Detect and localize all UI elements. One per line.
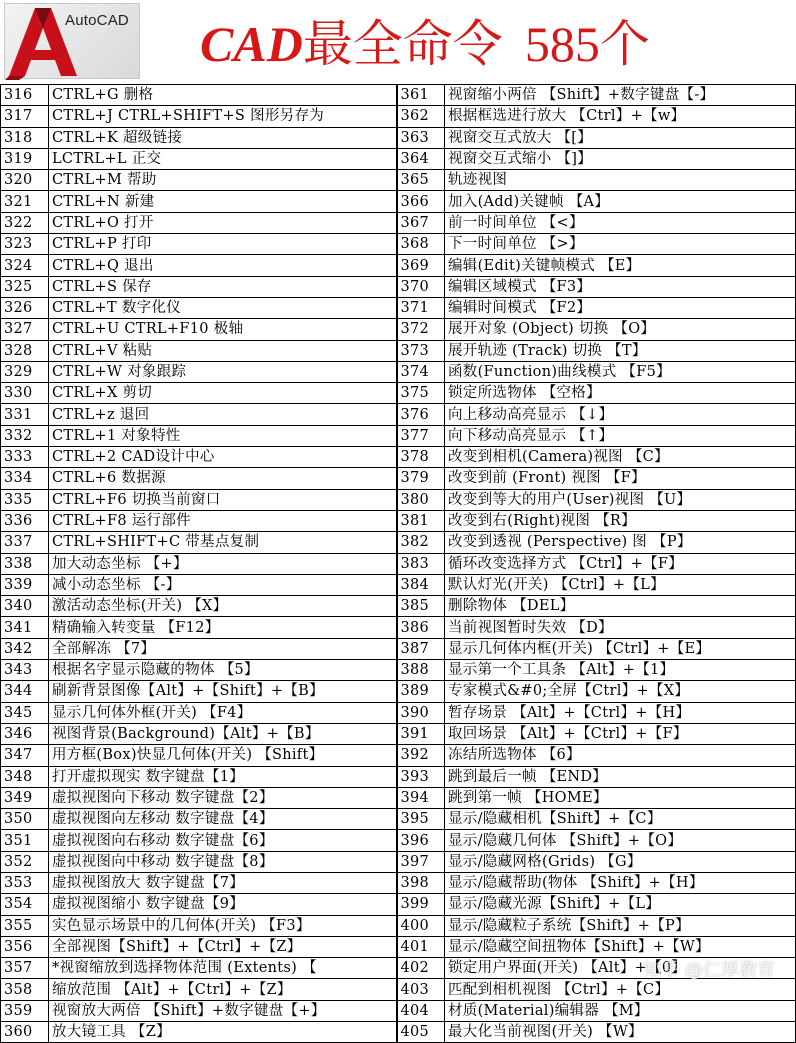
command-text: 匹配到相机视图 【Ctrl】+【C】 bbox=[445, 979, 796, 1000]
command-text: CTRL+6 数据源 bbox=[49, 468, 397, 489]
command-text: 默认灯光(开关) 【Ctrl】+【L】 bbox=[445, 574, 796, 595]
autocad-logo bbox=[4, 3, 140, 79]
command-text: 放大镜工具 【Z】 bbox=[49, 1022, 397, 1043]
command-text: 前一时间单位 【<】 bbox=[445, 212, 796, 233]
title-count: 585个 bbox=[524, 16, 650, 72]
table-row bbox=[1, 106, 796, 127]
command-number: 361 bbox=[397, 85, 445, 106]
table-row bbox=[1, 212, 796, 233]
table-row bbox=[1, 787, 796, 808]
command-text: CTRL+1 对象特性 bbox=[49, 425, 397, 446]
table-row bbox=[1, 723, 796, 744]
command-text: LCTRL+L 正交 bbox=[49, 148, 397, 169]
command-text: CTRL+F8 运行部件 bbox=[49, 510, 397, 531]
command-number: 340 bbox=[1, 596, 49, 617]
command-number: 348 bbox=[1, 766, 49, 787]
table-row bbox=[1, 915, 796, 936]
command-text: 显示/隐藏粒子系统【Shift】+【P】 bbox=[445, 915, 796, 936]
command-number: 385 bbox=[397, 596, 445, 617]
command-text: CTRL+S 保存 bbox=[49, 276, 397, 297]
command-number: 367 bbox=[397, 212, 445, 233]
command-text: 视窗放大两倍 【Shift】+数字键盘【+】 bbox=[49, 1000, 397, 1021]
command-number: 316 bbox=[1, 85, 49, 106]
command-text: 视窗交互式放大 【[】 bbox=[445, 127, 796, 148]
table-row bbox=[1, 660, 796, 681]
command-number: 365 bbox=[397, 170, 445, 191]
command-number: 404 bbox=[397, 1000, 445, 1021]
command-text: CTRL+V 粘贴 bbox=[49, 340, 397, 361]
table-row bbox=[1, 297, 796, 318]
table-row bbox=[1, 85, 796, 106]
command-number: 332 bbox=[1, 425, 49, 446]
command-text: 虚拟视图向右移动 数字键盘【6】 bbox=[49, 830, 397, 851]
command-number: 383 bbox=[397, 553, 445, 574]
command-number: 378 bbox=[397, 447, 445, 468]
command-text: CTRL+M 帮助 bbox=[49, 170, 397, 191]
command-number: 403 bbox=[397, 979, 445, 1000]
table-row bbox=[1, 170, 796, 191]
command-text: 精确输入转变量 【F12】 bbox=[49, 617, 397, 638]
command-table bbox=[0, 84, 796, 1043]
command-number: 339 bbox=[1, 574, 49, 595]
command-number: 372 bbox=[397, 319, 445, 340]
command-number: 333 bbox=[1, 447, 49, 468]
command-number: 326 bbox=[1, 297, 49, 318]
command-text: 编辑时间模式 【F2】 bbox=[445, 297, 796, 318]
table-row bbox=[1, 830, 796, 851]
command-text: 跳到最后一帧 【END】 bbox=[445, 766, 796, 787]
table-row bbox=[1, 617, 796, 638]
watermark: 知乎 @仁厚教育 bbox=[643, 960, 775, 981]
command-text: 删除物体 【DEL】 bbox=[445, 596, 796, 617]
command-number: 363 bbox=[397, 127, 445, 148]
command-number: 334 bbox=[1, 468, 49, 489]
command-table-wrap bbox=[0, 84, 795, 1041]
command-number: 395 bbox=[397, 809, 445, 830]
command-number: 355 bbox=[1, 915, 49, 936]
logo-text: AutoCAD bbox=[65, 12, 129, 29]
table-row bbox=[1, 489, 796, 510]
command-number: 369 bbox=[397, 255, 445, 276]
command-number: 325 bbox=[1, 276, 49, 297]
command-number: 321 bbox=[1, 191, 49, 212]
command-number: 386 bbox=[397, 617, 445, 638]
command-number: 402 bbox=[397, 958, 445, 979]
command-text: 展开对象 (Object) 切换 【O】 bbox=[445, 319, 796, 340]
command-text: 虚拟视图向下移动 数字键盘【2】 bbox=[49, 787, 397, 808]
command-text: 改变到等大的用户(User)视图 【U】 bbox=[445, 489, 796, 510]
command-text: CTRL+T 数字化仪 bbox=[49, 297, 397, 318]
command-number: 353 bbox=[1, 872, 49, 893]
command-text: *视窗缩放到选择物体范围 (Extents) 【 bbox=[49, 958, 397, 979]
command-number: 329 bbox=[1, 361, 49, 382]
command-number: 318 bbox=[1, 127, 49, 148]
command-text: CTRL+Q 退出 bbox=[49, 255, 397, 276]
command-text: 视窗交互式缩小 【]】 bbox=[445, 148, 796, 169]
command-number: 380 bbox=[397, 489, 445, 510]
command-number: 397 bbox=[397, 851, 445, 872]
table-row bbox=[1, 638, 796, 659]
command-text: 专家模式&#0;全屏【Ctrl】+【X】 bbox=[445, 681, 796, 702]
table-row bbox=[1, 553, 796, 574]
table-row bbox=[1, 447, 796, 468]
command-text: 冻结所选物体 【6】 bbox=[445, 745, 796, 766]
command-number: 394 bbox=[397, 787, 445, 808]
command-text: 显示/隐藏帮助(物体 【Shift】+【H】 bbox=[445, 872, 796, 893]
command-text: 暂存场景 【Alt】+【Ctrl】+【H】 bbox=[445, 702, 796, 723]
command-number: 351 bbox=[1, 830, 49, 851]
table-row bbox=[1, 596, 796, 617]
command-number: 337 bbox=[1, 532, 49, 553]
command-number: 364 bbox=[397, 148, 445, 169]
table-row bbox=[1, 191, 796, 212]
command-number: 392 bbox=[397, 745, 445, 766]
command-number: 341 bbox=[1, 617, 49, 638]
command-text: 刷新背景图像【Alt】+【Shift】+【B】 bbox=[49, 681, 397, 702]
table-row bbox=[1, 255, 796, 276]
command-text: 加入(Add)关键帧 【A】 bbox=[445, 191, 796, 212]
command-number: 324 bbox=[1, 255, 49, 276]
command-text: 虚拟视图放大 数字键盘【7】 bbox=[49, 872, 397, 893]
command-text: CTRL+F6 切换当前窗口 bbox=[49, 489, 397, 510]
command-text: 视窗缩小两倍 【Shift】+数字键盘【-】 bbox=[445, 85, 796, 106]
table-row bbox=[1, 340, 796, 361]
command-number: 398 bbox=[397, 872, 445, 893]
command-text: 显示/隐藏几何体 【Shift】+【O】 bbox=[445, 830, 796, 851]
command-text: 函数(Function)曲线模式 【F5】 bbox=[445, 361, 796, 382]
command-number: 347 bbox=[1, 745, 49, 766]
table-row bbox=[1, 681, 796, 702]
command-text: 展开轨迹 (Track) 切换 【T】 bbox=[445, 340, 796, 361]
table-row bbox=[1, 872, 796, 893]
command-text: 改变到透视 (Perspective) 图 【P】 bbox=[445, 532, 796, 553]
command-number: 360 bbox=[1, 1022, 49, 1043]
command-text: 改变到相机(Camera)视图 【C】 bbox=[445, 447, 796, 468]
command-number: 352 bbox=[1, 851, 49, 872]
command-number: 358 bbox=[1, 979, 49, 1000]
table-row bbox=[1, 894, 796, 915]
table-row bbox=[1, 148, 796, 169]
command-number: 320 bbox=[1, 170, 49, 191]
command-number: 374 bbox=[397, 361, 445, 382]
command-number: 370 bbox=[397, 276, 445, 297]
table-row bbox=[1, 1022, 796, 1043]
command-number: 377 bbox=[397, 425, 445, 446]
command-number: 405 bbox=[397, 1022, 445, 1043]
command-text: 向下移动高亮显示 【↑】 bbox=[445, 425, 796, 446]
title-rest: 最全命令 bbox=[302, 16, 503, 72]
table-row bbox=[1, 574, 796, 595]
command-number: 354 bbox=[1, 894, 49, 915]
table-row bbox=[1, 809, 796, 830]
command-number: 350 bbox=[1, 809, 49, 830]
table-row bbox=[1, 234, 796, 255]
command-text: CTRL+P 打印 bbox=[49, 234, 397, 255]
command-text: 编辑(Edit)关键帧模式 【E】 bbox=[445, 255, 796, 276]
command-text: 轨迹视图 bbox=[445, 170, 796, 191]
command-number: 373 bbox=[397, 340, 445, 361]
table-row bbox=[1, 702, 796, 723]
command-number: 384 bbox=[397, 574, 445, 595]
command-number: 388 bbox=[397, 660, 445, 681]
command-number: 335 bbox=[1, 489, 49, 510]
command-text: 全部解冻 【7】 bbox=[49, 638, 397, 659]
command-number: 349 bbox=[1, 787, 49, 808]
command-number: 375 bbox=[397, 383, 445, 404]
command-text: 根据框选进行放大 【Ctrl】+【w】 bbox=[445, 106, 796, 127]
command-text: 缩放范围 【Alt】+【Ctrl】+【Z】 bbox=[49, 979, 397, 1000]
command-number: 371 bbox=[397, 297, 445, 318]
command-rows bbox=[1, 85, 796, 1043]
command-text: 循环改变选择方式 【Ctrl】+【F】 bbox=[445, 553, 796, 574]
command-text: 根据名字显示隐藏的物体 【5】 bbox=[49, 660, 397, 681]
command-number: 328 bbox=[1, 340, 49, 361]
command-number: 323 bbox=[1, 234, 49, 255]
command-text: 向上移动高亮显示 【↓】 bbox=[445, 404, 796, 425]
command-text: CTRL+SHIFT+C 带基点复制 bbox=[49, 532, 397, 553]
command-text: 跳到第一帧 【HOME】 bbox=[445, 787, 796, 808]
command-text: 显示/隐藏网格(Grids) 【G】 bbox=[445, 851, 796, 872]
command-number: 391 bbox=[397, 723, 445, 744]
command-number: 366 bbox=[397, 191, 445, 212]
command-text: 用方框(Box)快显几何体(开关) 【Shift】 bbox=[49, 745, 397, 766]
command-text: CTRL+J CTRL+SHIFT+S 图形另存为 bbox=[49, 106, 397, 127]
table-row bbox=[1, 127, 796, 148]
command-text: 下一时间单位 【>】 bbox=[445, 234, 796, 255]
command-number: 331 bbox=[1, 404, 49, 425]
command-text: CTRL+O 打开 bbox=[49, 212, 397, 233]
command-text: 实色显示场景中的几何体(开关) 【F3】 bbox=[49, 915, 397, 936]
command-number: 338 bbox=[1, 553, 49, 574]
command-text: 全部视图【Shift】+【Ctrl】+【Z】 bbox=[49, 936, 397, 957]
command-text: 虚拟视图缩小 数字键盘【9】 bbox=[49, 894, 397, 915]
command-number: 382 bbox=[397, 532, 445, 553]
table-row bbox=[1, 766, 796, 787]
command-text: 最大化当前视图(开关) 【W】 bbox=[445, 1022, 796, 1043]
command-text: 减小动态坐标 【-】 bbox=[49, 574, 397, 595]
command-text: 改变到前 (Front) 视图 【F】 bbox=[445, 468, 796, 489]
command-number: 362 bbox=[397, 106, 445, 127]
command-text: CTRL+X 剪切 bbox=[49, 383, 397, 404]
command-text: CTRL+W 对象跟踪 bbox=[49, 361, 397, 382]
table-row bbox=[1, 361, 796, 382]
title-cad: CAD bbox=[200, 16, 303, 72]
table-row bbox=[1, 936, 796, 957]
command-text: 当前视图暂时失效 【D】 bbox=[445, 617, 796, 638]
table-row bbox=[1, 851, 796, 872]
command-number: 376 bbox=[397, 404, 445, 425]
command-number: 359 bbox=[1, 1000, 49, 1021]
command-number: 399 bbox=[397, 894, 445, 915]
command-text: 激活动态坐标(开关) 【X】 bbox=[49, 596, 397, 617]
command-text: 材质(Material)编辑器 【M】 bbox=[445, 1000, 796, 1021]
command-number: 368 bbox=[397, 234, 445, 255]
command-text: 虚拟视图向左移动 数字键盘【4】 bbox=[49, 809, 397, 830]
command-text: 加大动态坐标 【+】 bbox=[49, 553, 397, 574]
command-number: 357 bbox=[1, 958, 49, 979]
command-text: 改变到右(Right)视图 【R】 bbox=[445, 510, 796, 531]
table-row bbox=[1, 319, 796, 340]
command-number: 322 bbox=[1, 212, 49, 233]
command-number: 344 bbox=[1, 681, 49, 702]
command-number: 330 bbox=[1, 383, 49, 404]
command-text: CTRL+U CTRL+F10 极轴 bbox=[49, 319, 397, 340]
command-number: 387 bbox=[397, 638, 445, 659]
table-row bbox=[1, 276, 796, 297]
table-row bbox=[1, 510, 796, 531]
command-number: 346 bbox=[1, 723, 49, 744]
command-text: 显示/隐藏空间扭物体【Shift】+【W】 bbox=[445, 936, 796, 957]
command-text: CTRL+G 删格 bbox=[49, 85, 397, 106]
table-row bbox=[1, 745, 796, 766]
header bbox=[0, 0, 795, 84]
command-text: 显示第一个工具条 【Alt】+【1】 bbox=[445, 660, 796, 681]
command-text: 显示几何体外框(开关) 【F4】 bbox=[49, 702, 397, 723]
table-row bbox=[1, 979, 796, 1000]
command-text: 打开虚拟现实 数字键盘【1】 bbox=[49, 766, 397, 787]
command-number: 401 bbox=[397, 936, 445, 957]
command-text: CTRL+N 新建 bbox=[49, 191, 397, 212]
command-number: 343 bbox=[1, 660, 49, 681]
command-text: CTRL+2 CAD设计中心 bbox=[49, 447, 397, 468]
command-number: 317 bbox=[1, 106, 49, 127]
table-row bbox=[1, 404, 796, 425]
table-row bbox=[1, 468, 796, 489]
command-number: 393 bbox=[397, 766, 445, 787]
command-text: CTRL+K 超级链接 bbox=[49, 127, 397, 148]
command-text: 取回场景 【Alt】+【Ctrl】+【F】 bbox=[445, 723, 796, 744]
command-number: 390 bbox=[397, 702, 445, 723]
command-text: 虚拟视图向中移动 数字键盘【8】 bbox=[49, 851, 397, 872]
command-number: 345 bbox=[1, 702, 49, 723]
command-number: 379 bbox=[397, 468, 445, 489]
command-text: 显示/隐藏相机【Shift】+【C】 bbox=[445, 809, 796, 830]
command-text: CTRL+z 退回 bbox=[49, 404, 397, 425]
command-text: 显示几何体内框(开关) 【Ctrl】+【E】 bbox=[445, 638, 796, 659]
command-text: 编辑区域模式 【F3】 bbox=[445, 276, 796, 297]
command-number: 396 bbox=[397, 830, 445, 851]
command-number: 389 bbox=[397, 681, 445, 702]
command-number: 400 bbox=[397, 915, 445, 936]
command-text: 视图背景(Background)【Alt】+【B】 bbox=[49, 723, 397, 744]
command-number: 381 bbox=[397, 510, 445, 531]
table-row bbox=[1, 425, 796, 446]
table-row bbox=[1, 383, 796, 404]
table-row bbox=[1, 532, 796, 553]
table-row bbox=[1, 1000, 796, 1021]
command-number: 319 bbox=[1, 148, 49, 169]
page-title bbox=[200, 12, 650, 76]
command-number: 356 bbox=[1, 936, 49, 957]
command-number: 336 bbox=[1, 510, 49, 531]
command-number: 327 bbox=[1, 319, 49, 340]
command-number: 342 bbox=[1, 638, 49, 659]
command-text: 锁定用户界面(开关) 【Alt】+【0】 bbox=[445, 958, 796, 979]
command-text: 显示/隐藏光源【Shift】+【L】 bbox=[445, 894, 796, 915]
command-text: 锁定所选物体 【空格】 bbox=[445, 383, 796, 404]
